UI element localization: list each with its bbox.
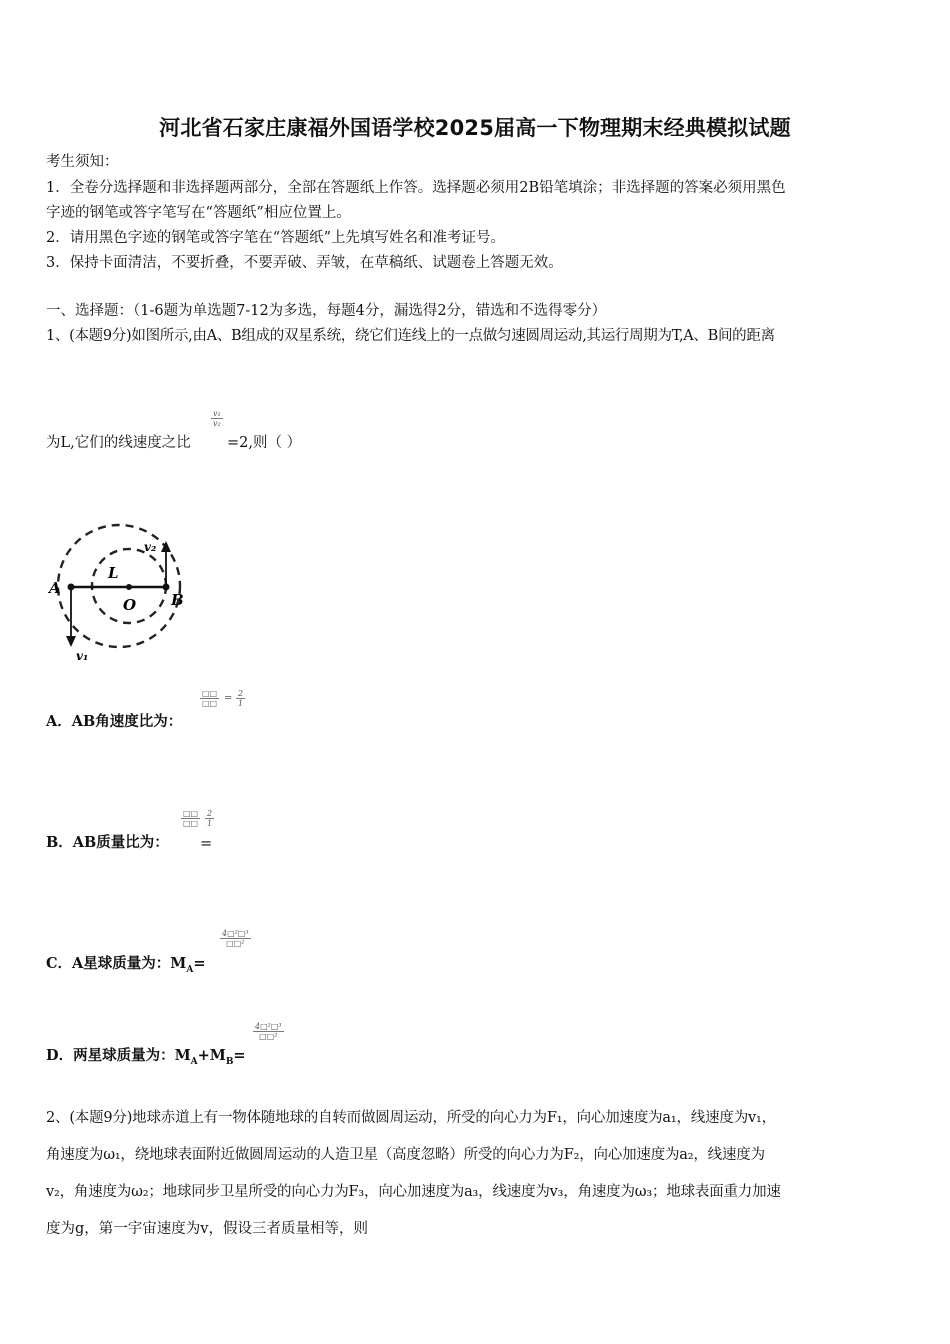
fraction-denominator: □□ xyxy=(183,819,199,828)
equals-sign: = xyxy=(193,955,206,972)
equals-sign: = xyxy=(233,1047,246,1064)
label-v1: v₁ xyxy=(76,649,89,663)
question-1-stem-cont xyxy=(46,433,191,453)
v2-arrow-head xyxy=(161,541,171,552)
label-l: L xyxy=(108,564,119,582)
section-heading: 一、选择题：（1-6题为单选题7-12为多选，每题4分，漏选得2分，错选和不选得零分） xyxy=(46,303,607,319)
question-2-line: v₂，角速度为ω₂；地球同步卫星所受的向心力为F₃，向心加速度为a₃，线速度为v₃，角速度为ω₃；地球表面重力加速 xyxy=(46,1184,781,1200)
page-title: 河北省石家庄康福外国语学校2025届高一下物理期末经典模拟试题 xyxy=(159,116,791,140)
binary-star-figure xyxy=(40,512,210,667)
fraction-denominator: 1 xyxy=(238,699,244,708)
velocity-ratio-fraction xyxy=(211,409,223,428)
subscript-a: A xyxy=(190,1056,198,1067)
option-a: A．AB角速度比为： xyxy=(46,713,183,730)
option-d-text: D．两星球质量为：M xyxy=(46,1047,191,1064)
fraction-numerator: 2 xyxy=(238,689,244,698)
fraction-numerator: v₁ xyxy=(213,409,221,418)
fraction-denominator: v₂ xyxy=(213,419,221,428)
notice-item: 字迹的钢笔或答字笔写在“答题纸”相应位置上。 xyxy=(46,205,351,221)
subscript-b: B xyxy=(225,1056,234,1067)
question-2-line: 角速度为ω₁，绕地球表面附近做圆周运动的人造卫星（高度忽略）所受的向心力为F₂，向心加速度为a₂，线速度为 xyxy=(46,1147,765,1163)
fraction-numerator: 2 xyxy=(207,809,213,818)
option-b-lhs-fraction xyxy=(181,809,200,828)
fraction-numerator: □□ xyxy=(183,809,199,818)
fraction-denominator: □□² xyxy=(259,1032,278,1041)
question-1-stem-pre: 为L,它们的线速度之比 xyxy=(46,435,191,451)
label-b: B xyxy=(171,591,184,609)
subscript-a: A xyxy=(186,964,194,975)
v1-arrow-head xyxy=(66,636,76,647)
notice-item: 3．保持卡面清洁，不要折叠，不要弄破、弄皱，在草稿纸、试题卷上答题无效。 xyxy=(46,255,563,271)
option-a-lhs-fraction xyxy=(200,689,219,708)
center-o-dot xyxy=(126,584,132,590)
option-c-text: C．A星球质量为：M xyxy=(46,955,187,972)
label-v2: v₂ xyxy=(144,540,157,554)
option-a-rhs-fraction xyxy=(236,689,245,708)
fraction-denominator: □□² xyxy=(226,939,245,948)
label-a: A xyxy=(49,579,61,597)
question-2-line: 度为g，第一宇宙速度为v，假设三者质量相等，则 xyxy=(46,1221,368,1237)
notice-item: 2．请用黑色字迹的钢笔或答字笔在“答题纸”上先填写姓名和准考证号。 xyxy=(46,230,506,246)
notice-item: 1．全卷分选择题和非选择题两部分，全部在答题纸上作答。选择题必须用2B铅笔填涂；非选择题的答案必须用黑色 xyxy=(46,180,786,196)
question-2-line: 2、(本题9分)地球赤道上有一物体随地球的自转而做圆周运动，所受的向心力为F₁，向心加速度为a₁，线速度为v₁， xyxy=(46,1110,776,1126)
option-c-fraction xyxy=(220,929,251,948)
notice-heading: 考生须知： xyxy=(46,154,119,170)
equals-sign: = xyxy=(224,693,233,704)
option-c xyxy=(46,954,205,980)
label-o: O xyxy=(123,596,137,614)
question-1-stem-post: =2,则（ ） xyxy=(227,435,302,451)
question-1-stem: 1、(本题9分)如图所示,由A、B组成的双星系统，绕它们连线上的一点做匀速圆周运动,其运行周期为T,A、B间的距离 xyxy=(46,328,775,344)
equals-sign: = xyxy=(200,836,213,852)
fraction-numerator: 4□²□³ xyxy=(222,929,249,938)
fraction-denominator: 1 xyxy=(207,819,213,828)
fraction-numerator: 4□²□³ xyxy=(255,1022,282,1031)
fraction-denominator: □□ xyxy=(202,699,218,708)
option-d xyxy=(46,1046,246,1072)
fraction-numerator: □□ xyxy=(202,689,218,698)
plus-m: +M xyxy=(197,1047,226,1064)
option-d-fraction xyxy=(253,1022,284,1041)
option-b-rhs-fraction xyxy=(205,809,214,828)
option-b: B．AB质量比为： xyxy=(46,834,169,851)
